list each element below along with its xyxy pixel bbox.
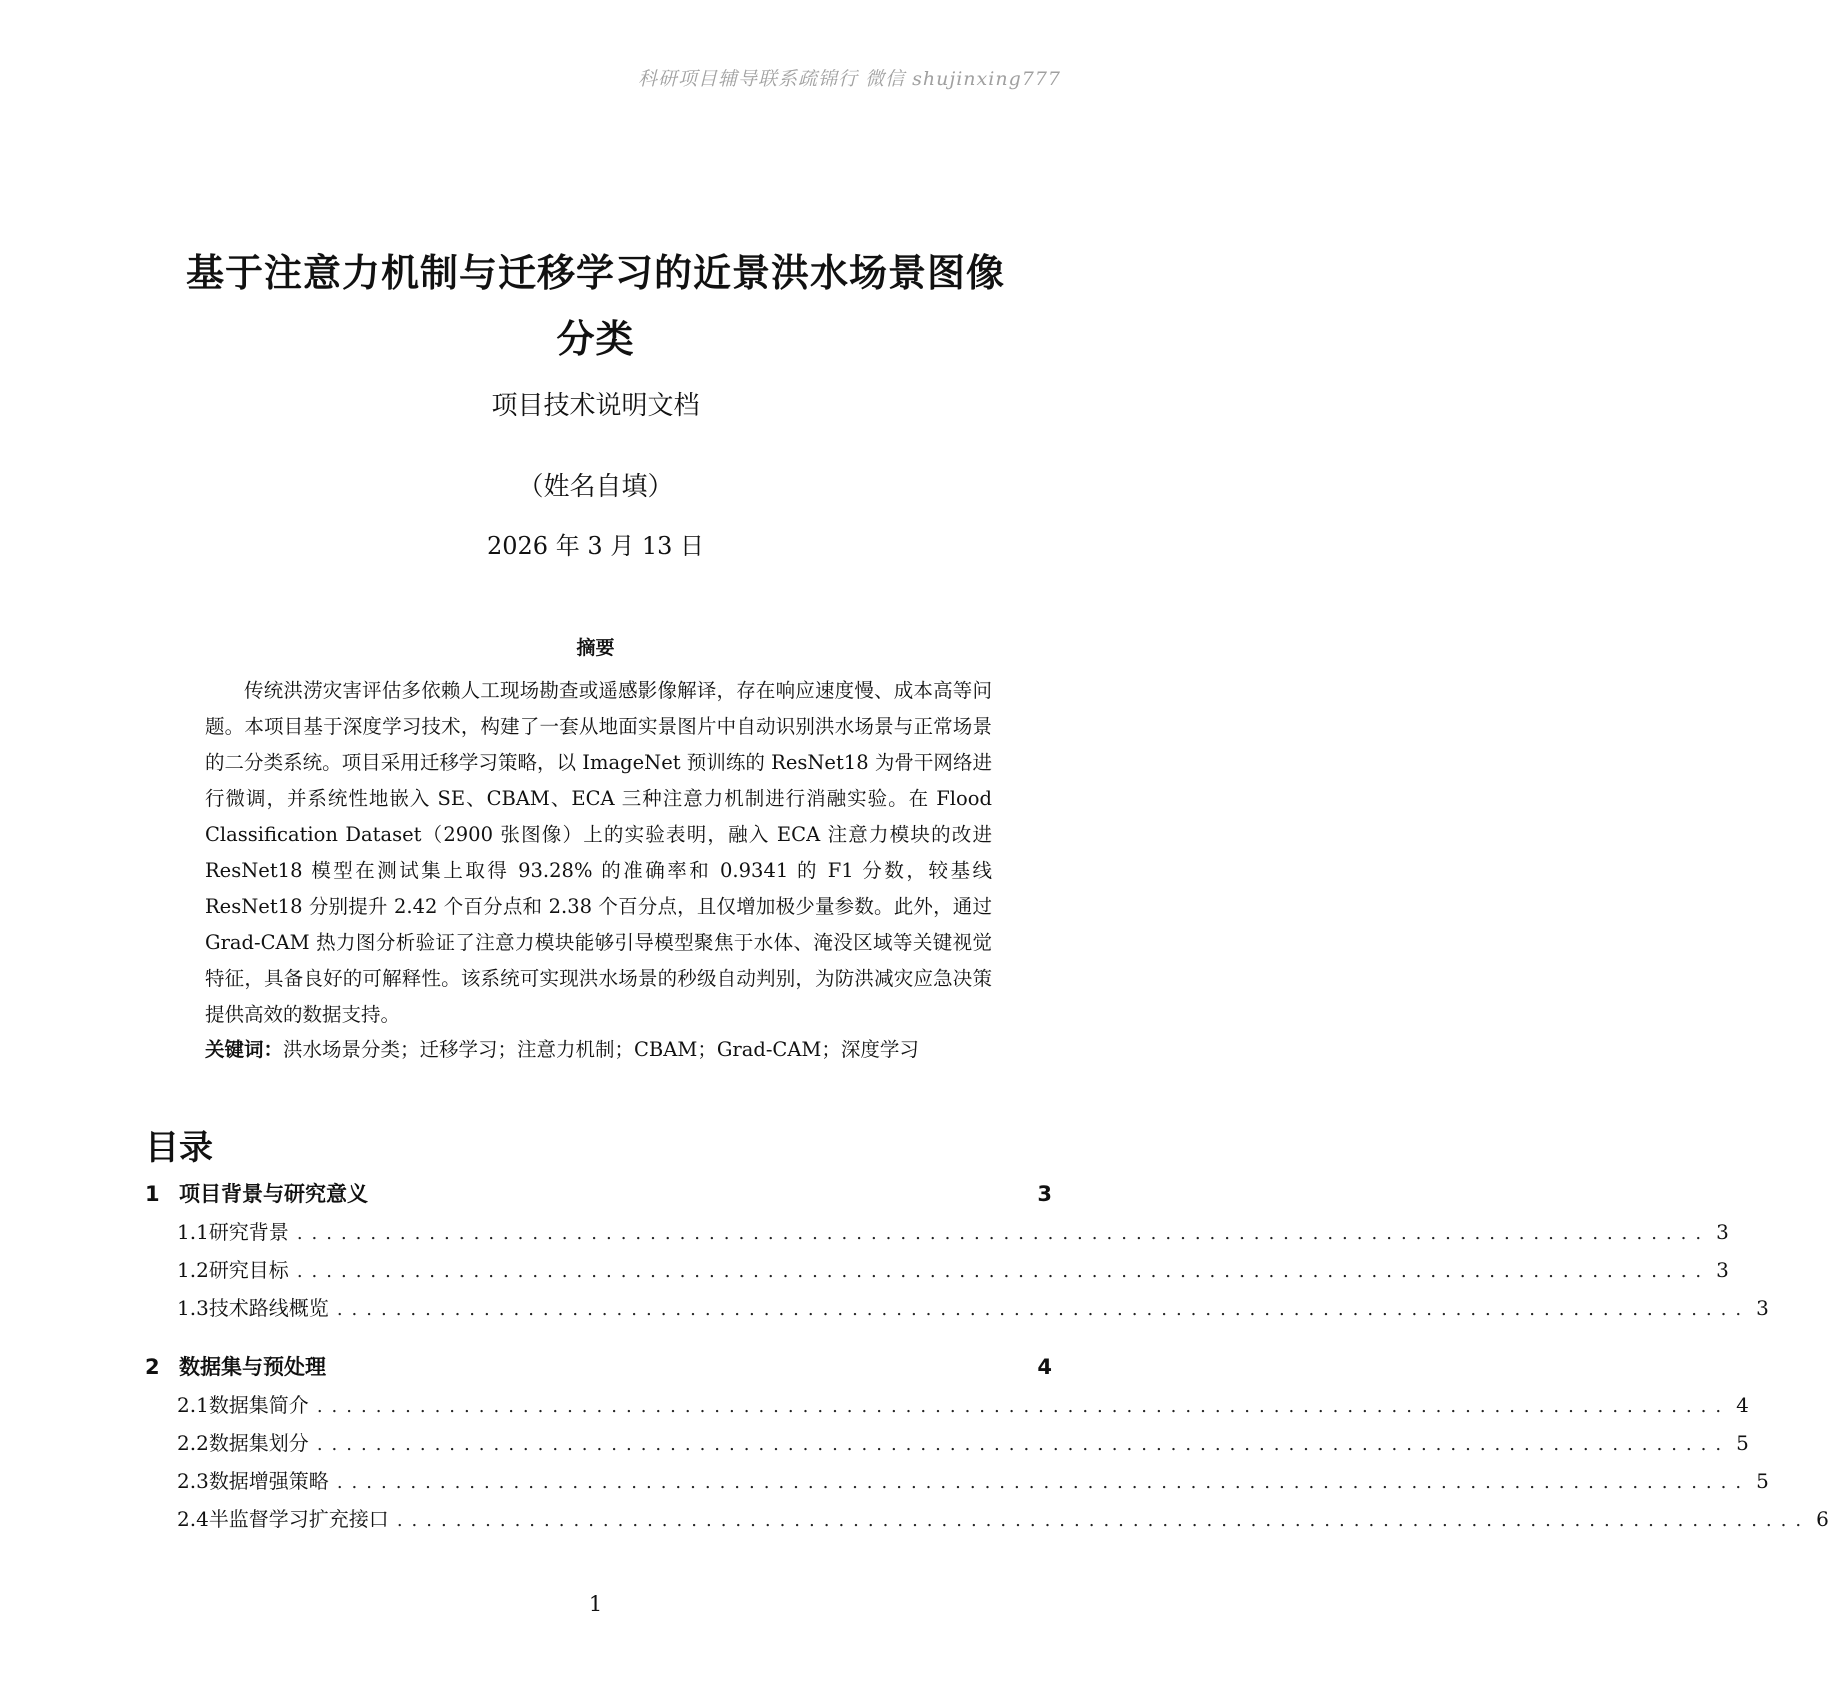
document-date: 2026 年 3 月 13 日: [486, 532, 705, 560]
title-line-1: 基于注意力机制与迁移学习的近景洪水场景图像: [185, 251, 1005, 295]
toc-subsection-label: 技术路线概览: [208, 1296, 329, 1320]
keywords-label: 关键词：: [205, 1038, 284, 1061]
toc-section-page: 4: [1037, 1355, 1052, 1379]
title-line-2: 分类: [556, 317, 635, 361]
toc-section-label: 数据集与预处理: [179, 1355, 326, 1379]
toc-section-number: 1: [145, 1182, 160, 1206]
toc-subsection-2-1[interactable]: [145, 1389, 1749, 1427]
toc-subsection-page: 5: [1756, 1469, 1769, 1493]
toc-subsection-1-2[interactable]: [145, 1254, 1729, 1292]
toc-section-label: 项目背景与研究意义: [179, 1182, 368, 1206]
toc-leader-dots: ................................................................................................: [316, 1396, 1731, 1417]
keywords-value: 洪水场景分类；迁移学习；注意力机制；CBAM；Grad-CAM；深度学习: [283, 1038, 919, 1061]
toc-subsection-number: 2.4: [177, 1507, 209, 1531]
toc-section-1[interactable]: [145, 1178, 1052, 1216]
toc-subsection-2-2[interactable]: [145, 1427, 1749, 1465]
keywords-line: [205, 1032, 992, 1068]
abstract-heading: 摘要: [576, 637, 615, 659]
watermark-text: 科研项目辅导联系疏锦行 微信 shujinxing777: [638, 68, 1061, 90]
toc-title: 目录: [145, 1128, 213, 1168]
toc-subsection-2-4[interactable]: [145, 1503, 1829, 1541]
abstract-text: 传统洪涝灾害评估多依赖人工现场勘查或遥感影像解译，存在响应速度慢、成本高等问题。本项目基于深度学习技术，构建了一套从地面实景图片中自动识别洪水场景与正常场景的二分类系统。项目采用迁移学习策略，以 ImageNet 预训练的 ResNet18 为骨干网络进行微调，并系统性地嵌入 SE、CBAM、ECA 三种注意力机制进行消融实验。在 Flood Classification Dataset（2900 张图像）上的实验表明，融入 ECA 注意力模块的改进 ResNet18 模型在测试集上取得 93.28% 的准确率和 0.9341 的 F1 分数，较基线 ResNet18 分别提升 2.42 个百分点和 2.38 个百分点，且仅增加极少量参数。此外，通过 Grad-CAM 热力图分析验证了注意力模块能够引导模型聚焦于水体、淹没区域等关键视觉特征，具备良好的可解释性。该系统可实现洪水场景的秒级自动判别，为防洪减灾应急决策提供高效的数据支持。: [205, 679, 992, 1026]
toc-subsection-number: 2.3: [177, 1469, 209, 1493]
toc-leader-dots: ................................................................................................: [336, 1299, 1751, 1320]
toc-subsection-label: 数据增强策略: [208, 1469, 329, 1493]
toc-section-2[interactable]: [145, 1351, 1052, 1389]
toc-subsection-label: 研究背景: [208, 1220, 289, 1244]
toc-leader-dots: ................................................................................................: [296, 1223, 1711, 1244]
toc-subsection-page: 4: [1736, 1393, 1749, 1417]
author-line: （姓名自填）: [517, 472, 674, 502]
toc-section-page: 3: [1037, 1182, 1052, 1206]
toc-subsection-page: 6: [1816, 1507, 1829, 1531]
toc-subsection-1-1[interactable]: [145, 1216, 1729, 1254]
toc-leader-dots: ................................................................................................: [296, 1261, 1711, 1282]
toc-subsection-page: 3: [1716, 1220, 1729, 1244]
toc-subsection-page: 3: [1756, 1296, 1769, 1320]
toc-subsection-page: 3: [1716, 1258, 1729, 1282]
toc-subsection-number: 1.1: [177, 1220, 209, 1244]
toc-subsection-label: 研究目标: [208, 1258, 289, 1282]
document-title: [150, 240, 1041, 372]
toc-subsection-number: 2.1: [177, 1393, 209, 1417]
toc-subsection-2-3[interactable]: [145, 1465, 1769, 1503]
page-number: 1: [588, 1592, 603, 1616]
toc-subsection-number: 2.2: [177, 1431, 209, 1455]
document-subtitle: 项目技术说明文档: [491, 391, 700, 421]
toc-subsection-1-3[interactable]: [145, 1292, 1769, 1330]
toc-leader-dots: ................................................................................................: [396, 1510, 1811, 1531]
table-of-contents: [145, 1178, 1829, 1541]
toc-subsection-page: 5: [1736, 1431, 1749, 1455]
toc-subsection-number: 1.2: [177, 1258, 209, 1282]
toc-subsection-number: 1.3: [177, 1296, 209, 1320]
toc-subsection-label: 数据集简介: [208, 1393, 309, 1417]
toc-leader-dots: ................................................................................................: [316, 1434, 1731, 1455]
toc-leader-dots: ................................................................................................: [336, 1472, 1751, 1493]
toc-subsection-label: 数据集划分: [208, 1431, 309, 1455]
toc-section-number: 2: [145, 1355, 160, 1379]
toc-subsection-label: 半监督学习扩充接口: [208, 1507, 389, 1531]
